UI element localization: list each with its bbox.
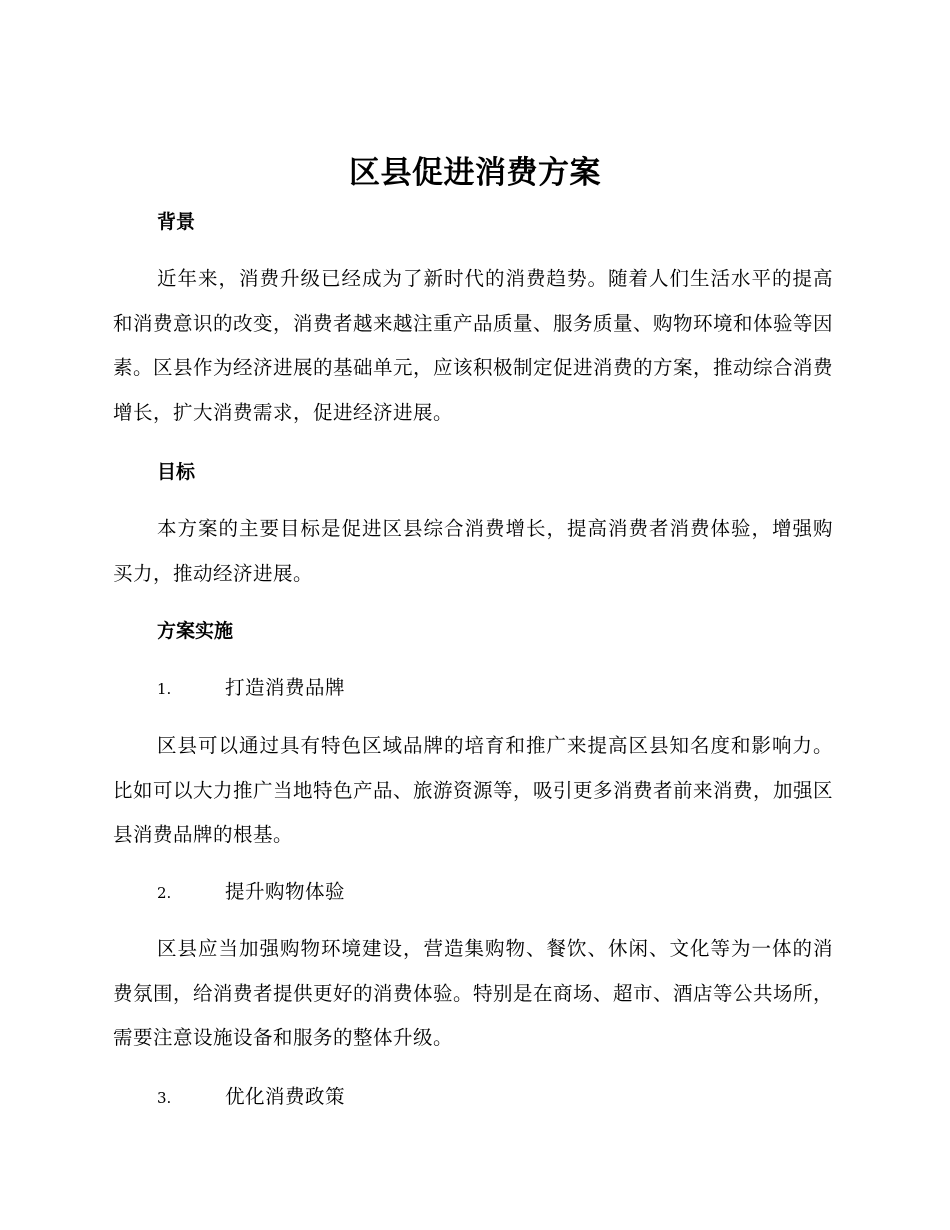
list-item-2: [157, 878, 345, 907]
background-paragraph: 近年来，消费升级已经成为了新时代的消费趋势。随着人们生活水平的提高和消费意识的改变，消费者越来越注重产品质量、服务质量、购物环境和体验等因素。区县作为经济进展的基础单元，应该积极制定促进消费的方案，推动综合消费增长，扩大消费需求，促进经济进展。: [113, 267, 834, 424]
section-heading-implementation: 方案实施: [157, 620, 234, 642]
list-item-number: 3.: [157, 1089, 172, 1107]
item-2-paragraph: 区县应当加强购物环境建设，营造集购物、餐饮、休闲、文化等为一体的消费氛围，给消费者提供更好的消费体验。特别是在商场、超市、酒店等公共场所，需要注意设施设备和服务的整体升级。: [113, 937, 834, 1049]
list-item-label: 打造消费品牌: [225, 676, 346, 699]
item-1-paragraph: 区县可以通过具有特色区域品牌的培育和推广来提高区县知名度和影响力。比如可以大力推广当地特色产品、旅游资源等，吸引更多消费者前来消费，加强区县消费品牌的根基。: [113, 734, 834, 846]
section-heading-background: 背景: [157, 211, 196, 233]
list-item-label: 提升购物体验: [225, 880, 346, 903]
list-item-number: 2.: [157, 884, 172, 902]
list-item-number: 1.: [157, 680, 172, 698]
list-item-1: [157, 674, 345, 703]
document-title: 区县促进消费方案: [349, 155, 601, 191]
list-item-3: [157, 1083, 345, 1112]
section-heading-goal: 目标: [157, 461, 196, 483]
list-item-label: 优化消费政策: [225, 1085, 346, 1108]
goal-paragraph: 本方案的主要目标是促进区县综合消费增长，提高消费者消费体验，增强购买力，推动经济进展。: [113, 517, 833, 585]
